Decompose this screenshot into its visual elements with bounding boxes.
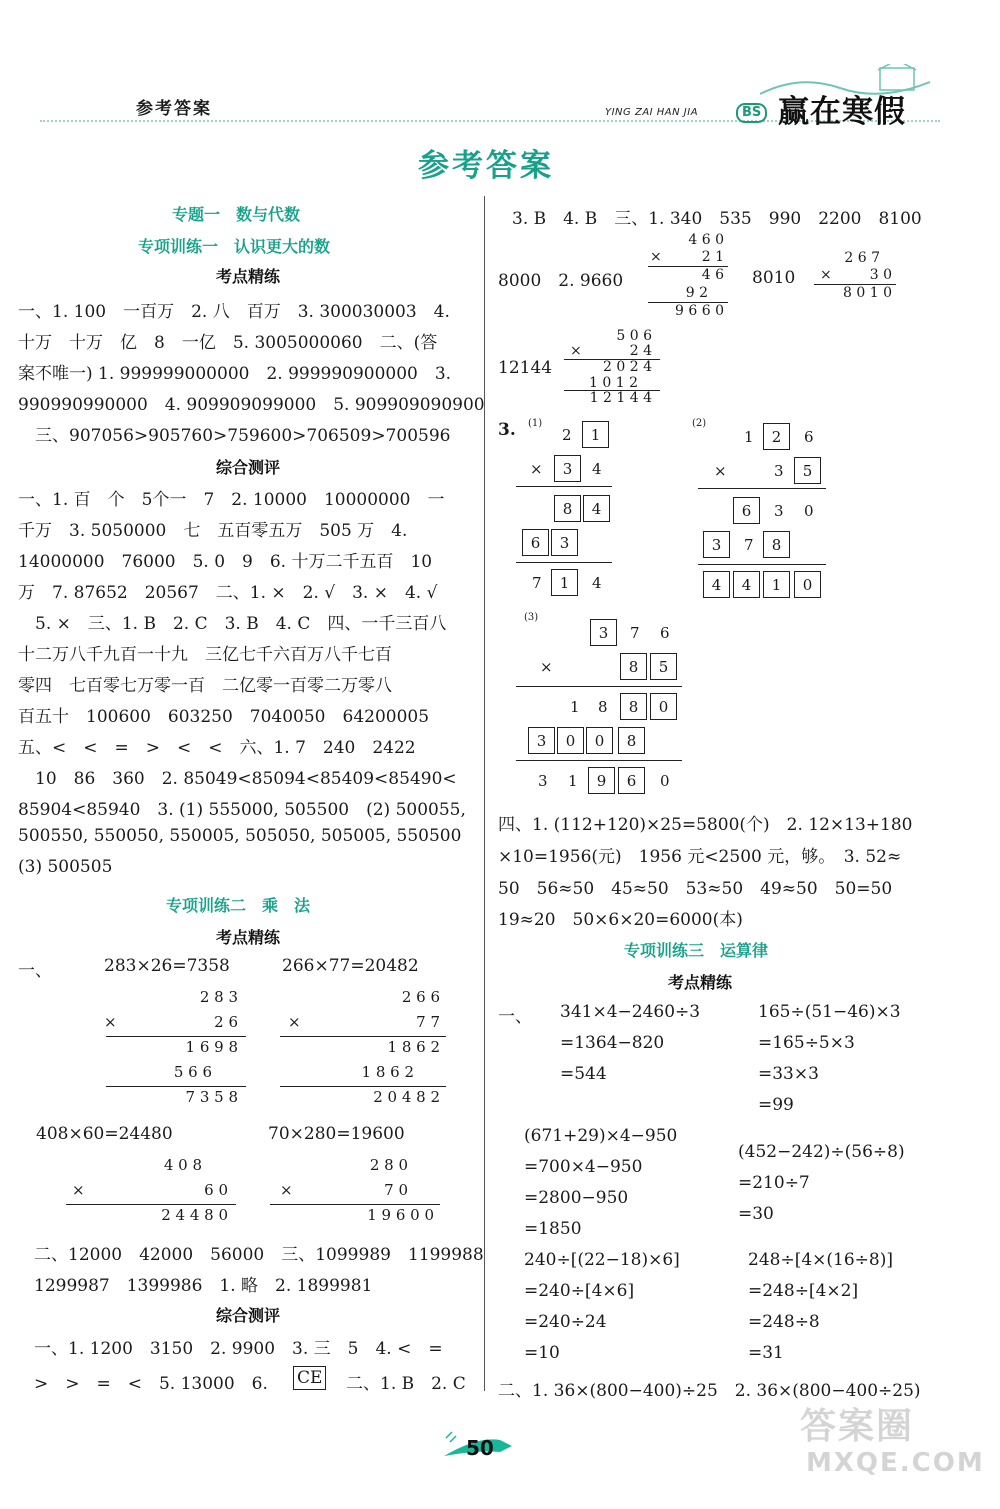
- text-line: 8000 2. 9660: [498, 271, 624, 291]
- answer-digit-box: 1: [551, 569, 578, 596]
- rule-line: [66, 1204, 236, 1205]
- answer-digit-box: 8: [620, 693, 647, 720]
- digit: 7: [532, 574, 542, 592]
- rule-line: [516, 486, 612, 487]
- text-line: 案不唯一) 1. 999999000000 2. 999990900000 3.: [18, 364, 452, 384]
- digit: 3: [538, 772, 548, 790]
- rule-line: [516, 686, 682, 687]
- calc-line: =99: [758, 1095, 794, 1115]
- text-line: 500550, 550050, 550005, 505050, 505005, 550500: [18, 826, 462, 846]
- rule-line: [516, 760, 682, 761]
- text-line: 十万 十万 亿 8 一亿 5. 3005000060 二、(答: [18, 333, 438, 353]
- calc-line: 165÷(51−46)×3: [758, 1002, 901, 1022]
- answer-digit-box: 5: [650, 653, 677, 680]
- answer-digit-box: 3: [554, 455, 581, 482]
- answer-digit-box: 2: [763, 423, 790, 450]
- equation: 266×77=20482: [282, 956, 419, 976]
- times-sign: ×: [540, 658, 553, 676]
- times-sign: ×: [288, 1013, 301, 1031]
- times-sign: ×: [570, 343, 582, 359]
- text-line: 五、< < = > < < 六、1. 7 240 2422: [18, 738, 416, 758]
- answer-digit-box: 0: [650, 693, 677, 720]
- text-line: ×10=1956(元) 1956 元<2500 元，够。 3. 52≈: [498, 847, 902, 867]
- answer-digit-box: 1: [763, 571, 790, 598]
- vm-row: 9 6 6 0: [675, 303, 724, 319]
- answer-digit-box: 0: [794, 571, 821, 598]
- text-line: 十二万八千九百一十九 三亿七千六百万八千七百: [18, 645, 392, 665]
- rule-line: [516, 562, 612, 563]
- digit: 3: [774, 502, 784, 520]
- sub-label: (1): [528, 418, 543, 429]
- rule-line: [106, 1036, 246, 1037]
- sub-label: (3): [524, 612, 539, 623]
- digit: 8: [598, 698, 608, 716]
- text-line: 14000000 76000 5. 0 9 6. 十万二千五百 10: [18, 552, 433, 572]
- vm-row: 4 6 0: [688, 232, 724, 248]
- digit: 6: [804, 428, 814, 446]
- times-sign: ×: [650, 249, 662, 265]
- rule-line: [270, 1204, 440, 1205]
- vm-row: 1 9 6 0 0: [367, 1206, 434, 1224]
- vm-row: 5 0 6: [616, 328, 652, 344]
- calc-line: =33×3: [758, 1064, 819, 1084]
- calc-line: (671+29)×4−950: [524, 1126, 678, 1146]
- answer-digit-box: 4: [583, 495, 610, 522]
- text-line: 一、1. 100 一百万 2. 八 百万 3. 300030003 4.: [18, 302, 450, 322]
- equation: 70×280=19600: [268, 1124, 405, 1144]
- answer-digit-box: 8: [620, 653, 647, 680]
- text-line: 85904<85940 3. (1) 555000, 505500 (2) 500055,: [18, 800, 466, 820]
- column-divider: [484, 196, 485, 1391]
- calc-line: 341×4−2460÷3: [560, 1002, 701, 1022]
- digit: 1: [568, 772, 578, 790]
- answer-digit-box: 4: [703, 571, 730, 598]
- calc-line: =10: [524, 1343, 560, 1363]
- vm-row: 2 1: [701, 249, 724, 265]
- calc-line: =1364−820: [560, 1033, 665, 1053]
- label-one: 一、: [18, 961, 52, 981]
- kd3-heading: 考点精练: [668, 973, 733, 992]
- header-pinyin: YING ZAI HAN JIA: [605, 107, 699, 118]
- vm-row: 1 8 6 2: [387, 1038, 440, 1056]
- text-line: 二、1. B 2. C: [346, 1374, 466, 1394]
- calc-line: 248÷[4×(16÷8)]: [748, 1250, 893, 1270]
- text-line: 二、1. 36×(800−400)÷25 2. 36×(800−400÷25): [498, 1381, 921, 1401]
- vm-row: 1 0 1 2: [589, 375, 638, 391]
- answer-digit-box: 3: [590, 619, 617, 646]
- calc-line: =165÷5×3: [758, 1033, 855, 1053]
- vm-row: 2 6: [214, 1013, 238, 1031]
- answer-digit-box: 4: [733, 571, 760, 598]
- text-line: 千万 3. 5050000 七 五百零五万 505 万 4.: [18, 521, 408, 541]
- text-line: 百五十 100600 603250 7040050 64200005: [18, 707, 430, 727]
- calc-line: =30: [738, 1204, 774, 1224]
- zh2-heading: 综合测评: [216, 1306, 281, 1325]
- digit: 0: [660, 772, 670, 790]
- vm-row: 2 6 6: [401, 988, 440, 1006]
- vm-row: 2 0 2 4: [603, 359, 652, 375]
- text-line: 零四 七百零七万零一百 二亿零一百零二万零八: [18, 676, 392, 696]
- watermark-logo: 答案圈: [800, 1406, 915, 1447]
- text-line: 二、12000 42000 56000 三、1099989 1199988: [34, 1245, 484, 1265]
- vm-row: 1 6 9 8: [185, 1038, 238, 1056]
- calc-line: =240÷24: [524, 1312, 607, 1332]
- text-line: 一、1. 百 个 5个一 7 2. 10000 10000000 一: [18, 490, 445, 510]
- vm-row: 2 8 0: [369, 1156, 408, 1174]
- sub-label: (2): [692, 418, 707, 429]
- vm-row: 7 0: [384, 1181, 408, 1199]
- answer-digit-box: 6: [733, 497, 760, 524]
- vm-row: 2 4: [629, 343, 652, 359]
- rule-line: [698, 488, 826, 489]
- answer-digit-box: 8: [554, 495, 581, 522]
- text-line: 5. × 三、1. B 2. C 3. B 4. C 四、一千三百八: [18, 614, 447, 634]
- text-line: 8010: [752, 268, 796, 288]
- equation: 408×60=24480: [36, 1124, 173, 1144]
- brand-title: 赢在寒假: [778, 94, 906, 130]
- answer-digit-box: 6: [618, 767, 645, 794]
- answer-digit-box: 0: [586, 727, 613, 754]
- vm-row: 2 0 4 8 2: [373, 1088, 440, 1106]
- vm-row: 2 6 7: [844, 250, 880, 266]
- vertical-multiplication: [644, 232, 728, 324]
- zh1-heading: 综合测评: [216, 458, 281, 477]
- kd2-heading: 考点精练: [216, 928, 281, 947]
- vertical-multiplication: [64, 1156, 236, 1231]
- calc-line: (452−242)÷(56÷8): [738, 1142, 905, 1162]
- answer-digit-box: 9: [588, 767, 615, 794]
- answer-digit-box: 8: [763, 531, 790, 558]
- vm-row: 2 8 3: [199, 988, 238, 1006]
- answer-digit-box: 8: [618, 727, 645, 754]
- rule-line: [106, 1086, 246, 1087]
- times-sign: ×: [714, 462, 727, 480]
- rule-line: [698, 564, 826, 565]
- answer-digit-box: 3: [528, 727, 555, 754]
- vm-row: 1 2 1 4 4: [589, 390, 652, 406]
- calc-line: =210÷7: [738, 1173, 810, 1193]
- vertical-multiplication: [270, 1156, 442, 1231]
- vm-row: 3 0: [869, 267, 892, 283]
- calc-line: =1850: [524, 1219, 582, 1239]
- digit: 6: [660, 624, 670, 642]
- vm-row: 2 4 4 8 0: [161, 1206, 228, 1224]
- times-sign: ×: [72, 1181, 85, 1199]
- text-line: 三、907056>905760>759600>706509>700596: [18, 426, 451, 446]
- digit: 2: [562, 426, 572, 444]
- calc-line: =2800−950: [524, 1188, 629, 1208]
- text-line: 1299987 1399986 1. 略 2. 1899981: [34, 1276, 373, 1296]
- vm-row: 7 3 5 8: [185, 1088, 238, 1106]
- digit: 3: [774, 462, 784, 480]
- digit: 0: [804, 502, 814, 520]
- training3-heading: 专项训练三 运算律: [624, 941, 769, 960]
- answer-box: CE: [293, 1366, 326, 1390]
- vm-row: 1 8 6 2: [361, 1063, 414, 1081]
- vm-row: 9 2: [685, 285, 708, 301]
- text-line: 50 56≈50 45≈50 53≈50 49≈50 50=50: [498, 879, 893, 899]
- text-line: 12144: [498, 358, 553, 378]
- training2-heading: 专项训练二 乘 法: [166, 896, 311, 915]
- answer-digit-box: 5: [794, 457, 821, 484]
- topic-heading: 专题一 数与代数: [172, 205, 301, 224]
- text-line: (3) 500505: [18, 857, 113, 877]
- edition-badge: BS: [736, 103, 767, 123]
- digit: 1: [744, 428, 754, 446]
- page-number: 50: [466, 1436, 494, 1460]
- digit: 4: [592, 574, 602, 592]
- item-label: 3.: [498, 420, 516, 440]
- label-one: 一、: [498, 1007, 532, 1027]
- vm-row: 4 6: [701, 267, 724, 283]
- text-line: 990990990000 4. 909909099000 5. 909909090900: [18, 395, 485, 415]
- rule-line: [280, 1086, 446, 1087]
- calc-line: =700×4−950: [524, 1157, 643, 1177]
- text-line: > > = < 5. 13000 6.: [34, 1374, 268, 1394]
- text-line: 万 7. 87652 20567 二、1. × 2. √ 3. × 4. √: [18, 583, 438, 603]
- brand-decoration-icon: [760, 64, 940, 104]
- vm-row: 8 0 1 0: [843, 285, 892, 301]
- page-title: 参考答案: [418, 148, 554, 184]
- digit: 1: [570, 698, 580, 716]
- watermark-url: MXQE.COM: [806, 1448, 985, 1478]
- answer-digit-box: 0: [557, 727, 584, 754]
- vertical-multiplication: [560, 328, 660, 408]
- digit: 7: [744, 536, 754, 554]
- answer-digit-box: 6: [522, 529, 549, 556]
- calc-line: =248÷[4×2]: [748, 1281, 859, 1301]
- text-line: 一、1. 1200 3150 2. 9900 3. 三 5 4. < =: [34, 1339, 443, 1359]
- text-line: 19≈20 50×6×20=6000(本): [498, 910, 743, 930]
- calc-line: =248÷8: [748, 1312, 820, 1332]
- times-sign: ×: [104, 1013, 117, 1031]
- digit: 4: [592, 460, 602, 478]
- digit: 7: [630, 624, 640, 642]
- vm-row: 5 6 6: [173, 1063, 212, 1081]
- kd1-heading: 考点精练: [216, 267, 281, 286]
- text-line: 3. B 4. B 三、1. 340 535 990 2200 8100: [512, 209, 922, 229]
- calc-line: =240÷[4×6]: [524, 1281, 635, 1301]
- text-line: 10 86 360 2. 85049<85094<85409<85490<: [18, 769, 457, 789]
- vm-row: 7 7: [416, 1013, 440, 1031]
- times-sign: ×: [530, 460, 543, 478]
- answer-digit-box: 3: [703, 531, 730, 558]
- calc-line: =31: [748, 1343, 784, 1363]
- equation: 283×26=7358: [104, 956, 230, 976]
- vm-row: 4 0 8: [163, 1156, 202, 1174]
- text-line: 四、1. (112+120)×25=5800(个) 2. 12×13+180: [498, 815, 913, 835]
- calc-line: 240÷[(22−18)×6]: [524, 1250, 680, 1270]
- calc-line: =544: [560, 1064, 607, 1084]
- training1-heading: 专项训练一 认识更大的数: [138, 237, 331, 256]
- answer-digit-box: 1: [582, 421, 609, 448]
- vm-row: 6 0: [204, 1181, 228, 1199]
- rule-line: [280, 1036, 446, 1037]
- vertical-multiplication: [96, 988, 246, 1108]
- times-sign: ×: [280, 1181, 293, 1199]
- times-sign: ×: [820, 267, 832, 283]
- answer-digit-box: 3: [551, 529, 578, 556]
- vertical-multiplication: [810, 250, 896, 306]
- header-left-label: 参考答案: [136, 99, 212, 119]
- vertical-multiplication: [276, 988, 448, 1108]
